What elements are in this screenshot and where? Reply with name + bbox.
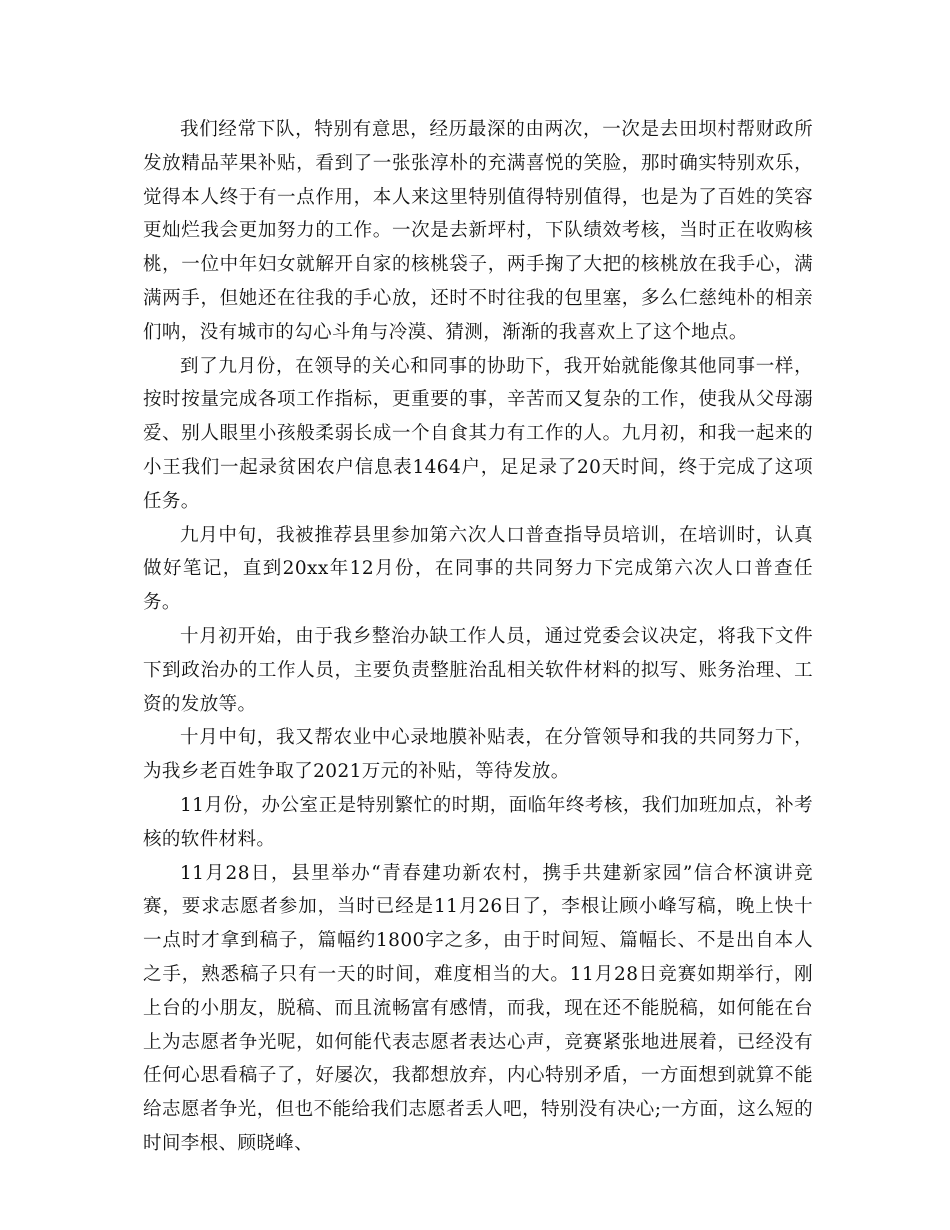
paragraph-october-start: 十月初开始，由于我乡整治办缺工作人员，通过党委会议决定，将我下文件下到政治办的工作人员，主要负责整脏治乱相关软件材料的拟写、账务治理、工资的发放等。 <box>143 625 813 715</box>
paragraph-census-training: 九月中旬，我被推荐县里参加第六次人口普查指导员培训，在培训时，认真做好笔记，直到20xx年12月份，在同事的共同努力下完成第六次人口普查任务。 <box>143 524 813 614</box>
paragraph-september: 到了九月份，在领导的关心和同事的协助下，我开始就能像其他同事一样，按时按量完成各项工作指标，更重要的事，辛苦而又复杂的工作，使我从父母溺爱、别人眼里小孩般柔弱长成一个自食其力有工作的人。九月初，和我一起来的小王我们一起录贫困农户信息表1464户，足足录了20天时间，终于完成了这项任务。 <box>143 355 813 512</box>
paragraph-november: 11月份，办公室正是特别繁忙的时期，面临年终考核，我们加班加点，补考核的软件材料。 <box>143 794 813 850</box>
paragraph-speech-contest: 11月28日，县里举办“青春建功新农村，携手共建新家园”信合杯演讲竞赛，要求志愿者参加，当时已经是11月26日了，李根让顾小峰写稿，晚上快十一点时才拿到稿子，篇幅约1800字之多，由于时间短、篇幅长、不是出自本人之手，熟悉稿子只有一天的时间，难度相当的大。11月28日竞赛如期举行，刚上台的小朋友，脱稿、而且流畅富有感情，而我，现在还不能脱稿，如何能在台上为志愿者争光呢，如何能代表志愿者表达心声，竞赛紧张地进展着，已经没有任何心思看稿子了，好屡次，我都想放弃，内心特别矛盾，一方面想到就算不能给志愿者争光，但也不能给我们志愿者丢人吧，特别没有决心;一方面，这么短的时间李根、顾晓峰、 <box>143 862 813 1154</box>
document-body <box>143 113 813 1161</box>
paragraph-october-mid: 十月中旬，我又帮农业中心录地膜补贴表，在分管领导和我的共同努力下，为我乡老百姓争取了2021万元的补贴，等待发放。 <box>143 727 813 783</box>
paragraph-team-visits: 我们经常下队，特别有意思，经历最深的由两次，一次是去田坝村帮财政所发放精品苹果补贴，看到了一张张淳朴的充满喜悦的笑脸，那时确实特别欢乐，觉得本人终于有一点作用，本人来这里特别值得特别值得，也是为了百姓的笑容更灿烂我会更加努力的工作。一次是去新坪村，下队绩效考核，当时正在收购核桃，一位中年妇女就解开自家的核桃袋子，两手掬了大把的核桃放在我手心，满满两手，但她还在往我的手心放，还时不时往我的包里塞，多么仁慈纯朴的相亲们呐，没有城市的勾心斗角与冷漠、猜测，渐渐的我喜欢上了这个地点。 <box>143 119 813 343</box>
